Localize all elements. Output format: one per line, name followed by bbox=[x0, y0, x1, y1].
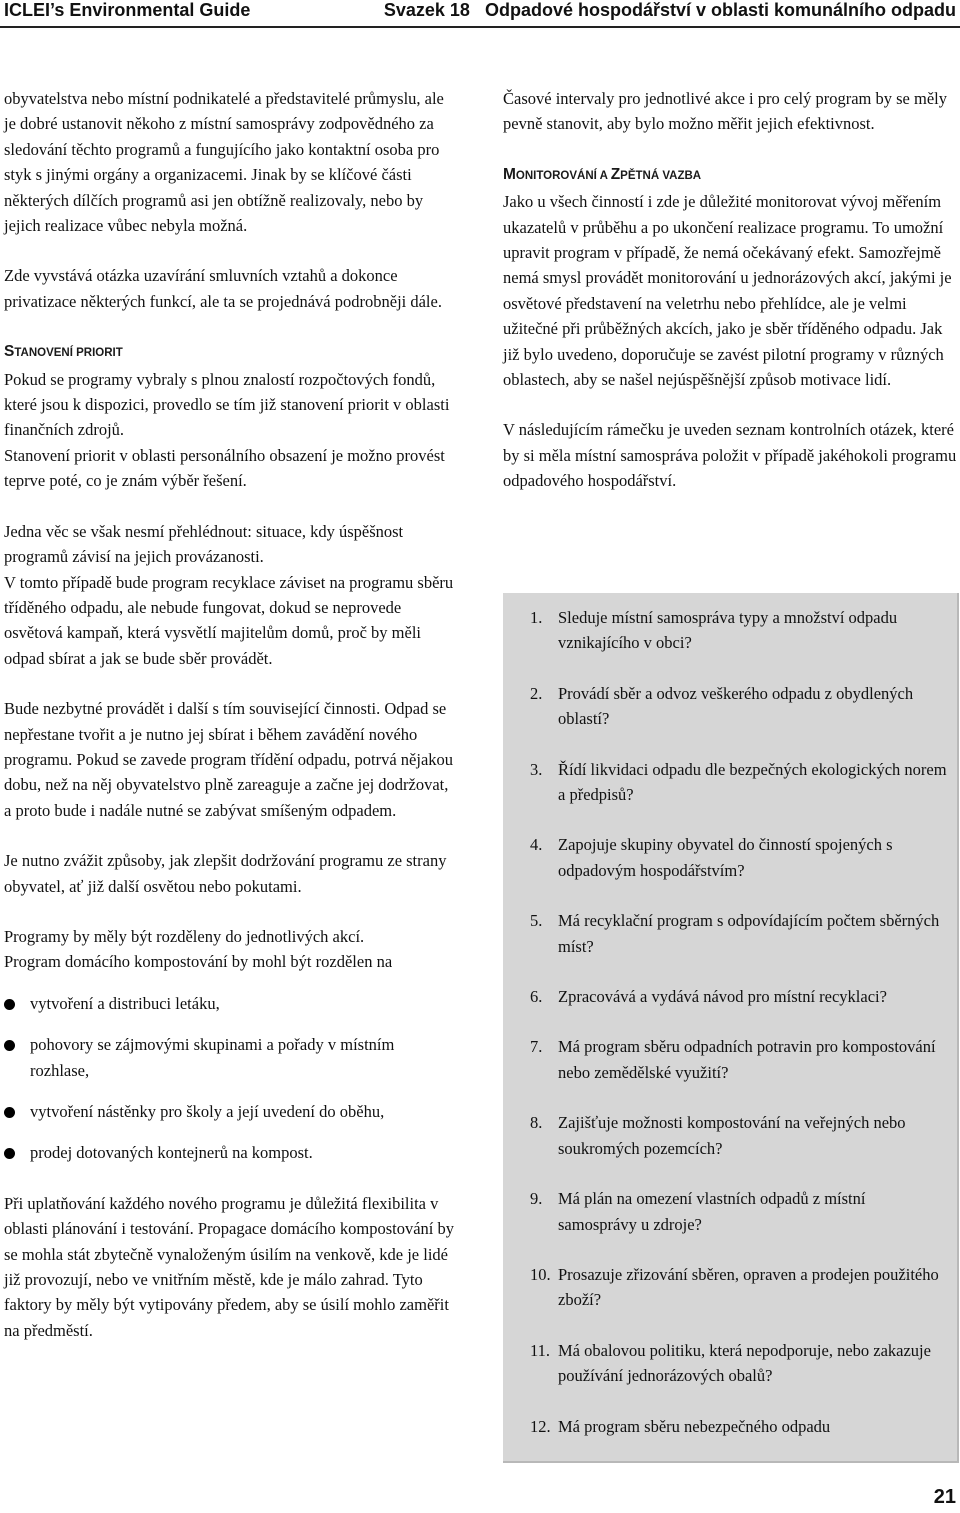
checklist-item bbox=[503, 1110, 948, 1161]
paragraph: Zde vyvstává otázka uzavírání smluvních vztahů a dokonce privatizace některých funkcí, ale ta se projednává podrobněji dále. bbox=[4, 266, 442, 311]
left-column bbox=[4, 86, 456, 1368]
list-item bbox=[4, 991, 456, 1016]
paragraph: Stanovení priorit v oblasti personálního obsazení je možno provést teprve poté, co je znám výběr řešení. bbox=[4, 445, 445, 491]
checklist-item bbox=[503, 605, 948, 656]
checklist-number: 7. bbox=[530, 1037, 543, 1057]
bullet-list bbox=[4, 991, 456, 1166]
checklist-number: 1. bbox=[530, 608, 543, 627]
heading-rest: TANOVENÍ PRIORIT bbox=[14, 347, 123, 360]
volume-title: Svazek 18 Odpadové hospodářství v oblasti komunálního odpadu bbox=[383, 0, 956, 20]
paragraph: Bude nezbytné provádět i další s tím související činnosti. Odpad se nepřestane tvořit a je nutno jej sbírat i během zavádění nového programu. Pokud se zavede program třídění odpadu, potrvá nějakou dobu, než na něj obyvatelstvo plně zareaguje a začne jej dodržovat, a proto bude i nadále nutné se zabývat smíšeným odpadem. bbox=[4, 699, 454, 820]
paragraph: Jedna věc se však nesmí přehlédnout: situace, kdy úspěšnost programů závisí na jejich provázanosti. bbox=[4, 521, 404, 567]
checklist-item bbox=[503, 832, 948, 883]
list-item-text: pohovory se zájmovými skupinami a pořady v místním rozhlase, bbox=[30, 1035, 395, 1080]
list-item-text: prodej dotovaných kontejnerů na kompost. bbox=[30, 1143, 313, 1163]
running-header bbox=[0, 0, 960, 22]
page-number: 21 bbox=[933, 1486, 956, 1508]
checklist-text: Zajišťuje možnosti kompostování na veřejných nebo soukromých pozemcích? bbox=[558, 1113, 906, 1158]
heading-cap: M bbox=[503, 165, 516, 183]
checklist-number: 2. bbox=[530, 683, 543, 703]
checklist-text: Zapojuje skupiny obyvatel do činností spojených s odpadovým hospodářstvím? bbox=[558, 835, 893, 880]
paragraph: Při uplatňování každého nového programu je důležitá flexibilita v oblasti plánování i testování. Propagace domácího kompostování by se mohla stát zbytečně vynaloženým úsilím na venkově, kde je lidé již provozují, nebo ve vnitřním městě, kde je málo zahrad. Tyto faktory by měly být vytipovány předem, aby se úsilí mohlo zaměřit na předměstí. bbox=[4, 1193, 454, 1340]
paragraph: V tomto případě bude program recyklace záviset na programu sběru tříděného odpadu, ale nebude fungovat, dokud se neprovede osvětová kampaň, která vysvětlí majitelům domů, proč by měli odpad sbírat a jak se bude sběr provádět. bbox=[4, 572, 454, 668]
checklist-text: Provádí sběr a odvoz veškerého odpadu z obydlených oblastí? bbox=[558, 683, 914, 729]
bullet-icon bbox=[4, 1148, 15, 1159]
heading-rest: PĚTNÁ VAZBA bbox=[620, 169, 702, 182]
paragraph: Pokud se programy vybraly s plnou znalostí rozpočtových fondů, které jsou k dispozici, provedlo se tím již stanovení priorit v oblasti finančních zdrojů. bbox=[4, 369, 450, 440]
checklist-item bbox=[503, 1186, 948, 1237]
bullet-icon bbox=[4, 1040, 15, 1051]
checklist-box bbox=[503, 593, 959, 1463]
checklist-item bbox=[503, 1338, 948, 1389]
checklist-item bbox=[503, 1414, 948, 1439]
checklist-text: Má program sběru nebezpečného odpadu bbox=[558, 1416, 831, 1436]
checklist-text: Prosazuje zřizování sběren, opraven a prodejen použitého zboží? bbox=[558, 1264, 939, 1310]
list-item bbox=[4, 1140, 456, 1165]
checklist-text: Má program sběru odpadních potravin pro kompostování nebo zemědělské využití? bbox=[558, 1037, 936, 1082]
checklist-number: 5. bbox=[530, 911, 543, 931]
checklist-number: 11. bbox=[530, 1340, 551, 1360]
checklist-number: 10. bbox=[530, 1264, 551, 1284]
checklist-item bbox=[503, 757, 948, 808]
checklist-text: Sleduje místní samospráva typy a množství odpadu vznikajícího v obci? bbox=[558, 608, 898, 653]
bullet-icon bbox=[4, 1107, 15, 1118]
list-item bbox=[4, 1099, 456, 1124]
checklist-text: Řídí likvidaci odpadu dle bezpečných ekologických norem a předpisů? bbox=[558, 759, 947, 805]
heading-rest: ONITOROVÁNÍ A bbox=[515, 169, 611, 182]
checklist bbox=[503, 593, 959, 1439]
paragraph: Je nutno zvážit způsoby, jak zlepšit dodržování programu ze strany obyvatel, ať již další osvětou nebo pokutami. bbox=[4, 851, 447, 896]
heading-cap: Z bbox=[610, 165, 621, 183]
paragraph: Jako u všech činností i zde je důležité monitorovat vývoj měřením ukazatelů v průběhu a po ukončení realizace programu. To umožní upravit program v případě, že nemá očekávaný efekt. Samozřejmě nemá smysl provádět monitorování u jednorázových akcí, jakými je osvětové představení na veletrhu nebo přehlídce, ale je velmi užitečné při průběžných akcích, jako je sběr tříděného odpadu. Jak již bylo uvedeno, doporučuje se zavést pilotní programy v různých oblastech, aby se našel nejúspěšnější způsob motivace lidí. bbox=[503, 192, 952, 390]
checklist-item bbox=[503, 1034, 948, 1085]
guide-title: ICLEI’s Environmental Guide bbox=[4, 0, 251, 20]
checklist-item bbox=[503, 1262, 948, 1313]
checklist-text: Má recyklační program s odpovídajícím počtem sběrných míst? bbox=[558, 911, 940, 956]
checklist-item bbox=[503, 984, 948, 1009]
section-heading-priorities bbox=[4, 339, 456, 366]
paragraph: Programy by měly být rozděleny do jednotlivých akcí. bbox=[4, 926, 365, 946]
list-item-text: vytvoření nástěnky pro školy a její uvedení do oběhu, bbox=[30, 1102, 385, 1121]
checklist-text: Má plán na omezení vlastních odpadů z místní samosprávy u zdroje? bbox=[558, 1189, 866, 1234]
checklist-number: 8. bbox=[530, 1113, 543, 1133]
header-rule bbox=[0, 26, 960, 28]
right-column bbox=[503, 86, 958, 519]
box-shadow-bottom bbox=[503, 1461, 959, 1463]
paragraph: obyvatelstva nebo místní podnikatelé a představitelé průmyslu, ale je dobré ustanovit někoho z místní samosprávy zodpovědného za sledování těchto programů a fungujícího jako kontaktní osoba pro styk s jinými orgány a organizacemi. Jinak by se klíčové části některých dílčích programů asi jen obtížně realizovaly, nebo by jejich realizace vůbec nebyla možná. bbox=[4, 89, 444, 236]
checklist-text: Má obalovou politiku, která nepodporuje, nebo zakazuje používání jednorázových obalů? bbox=[558, 1340, 931, 1386]
list-item-text: vytvoření a distribuci letáku, bbox=[30, 993, 220, 1013]
paragraph: Program domácího kompostování by mohl být rozdělen na bbox=[4, 952, 393, 972]
checklist-text: Zpracovává a vydává návod pro místní recyklaci? bbox=[558, 987, 887, 1007]
checklist-number: 4. bbox=[530, 835, 543, 855]
checklist-item bbox=[503, 681, 948, 732]
section-heading-monitoring bbox=[503, 162, 958, 189]
paragraph: V následujícím rámečku je uveden seznam kontrolních otázek, které by si měla místní samospráva položit v případě jakéhokoli programu odpadového hospodářství. bbox=[503, 420, 957, 491]
checklist-number: 12. bbox=[530, 1416, 551, 1436]
paragraph: Časové intervaly pro jednotlivé akce i pro celý program by se měly pevně stanovit, aby bylo možno měřit jejich efektivnost. bbox=[503, 89, 947, 134]
checklist-number: 9. bbox=[530, 1189, 543, 1209]
list-item bbox=[4, 1032, 456, 1083]
bullet-icon bbox=[4, 999, 15, 1010]
heading-cap: S bbox=[4, 343, 15, 361]
checklist-number: 6. bbox=[530, 987, 543, 1007]
checklist-number: 3. bbox=[530, 759, 543, 779]
box-shadow-right bbox=[957, 593, 959, 1463]
checklist-item bbox=[503, 908, 948, 959]
